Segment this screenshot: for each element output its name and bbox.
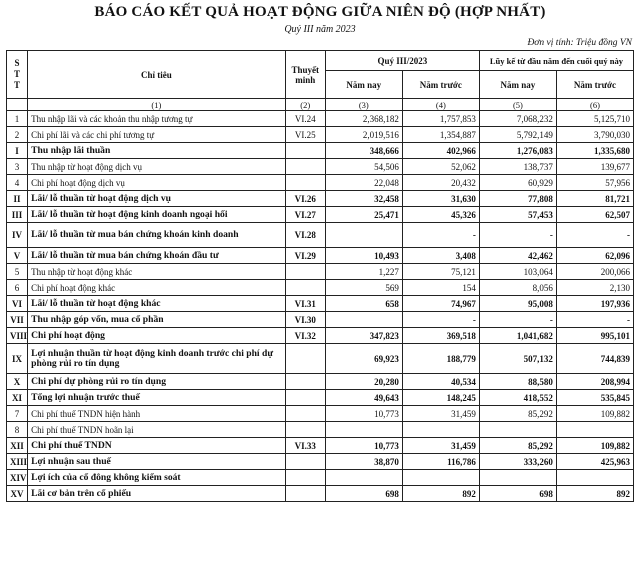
row-note: VI.25 xyxy=(285,127,325,143)
value-q3-this-year: 22,048 xyxy=(325,175,402,191)
row-note xyxy=(285,159,325,175)
header-q3: Quý III/2023 xyxy=(325,51,479,71)
row-note xyxy=(285,143,325,159)
value-ytd-this-year: 1,041,682 xyxy=(479,328,556,344)
report-period: Quý III năm 2023 xyxy=(284,24,356,35)
value-q3-this-year xyxy=(325,470,402,486)
row-note xyxy=(285,406,325,422)
value-ytd-prev-year: 62,096 xyxy=(556,248,633,264)
row-note: VI.28 xyxy=(285,223,325,248)
table-row xyxy=(7,422,634,438)
table-row xyxy=(7,223,634,248)
row-number: I xyxy=(7,143,28,159)
index-cell: (3) xyxy=(325,99,402,111)
value-q3-prev-year: 188,779 xyxy=(402,344,479,374)
value-q3-prev-year: 1,354,887 xyxy=(402,127,479,143)
row-note: VI.29 xyxy=(285,248,325,264)
value-q3-this-year: 10,773 xyxy=(325,438,402,454)
value-q3-this-year xyxy=(325,422,402,438)
income-statement-table xyxy=(6,50,634,502)
value-ytd-prev-year: 197,936 xyxy=(556,296,633,312)
row-label: Thu nhập từ hoạt động khác xyxy=(28,264,286,280)
value-q3-this-year xyxy=(325,312,402,328)
row-number: 2 xyxy=(7,127,28,143)
row-number: 3 xyxy=(7,159,28,175)
value-ytd-this-year xyxy=(479,470,556,486)
row-number: VIII xyxy=(7,328,28,344)
table-row xyxy=(7,159,634,175)
value-q3-prev-year: 45,326 xyxy=(402,207,479,223)
table-row xyxy=(7,374,634,390)
row-note xyxy=(285,264,325,280)
value-q3-prev-year: 40,534 xyxy=(402,374,479,390)
value-q3-prev-year: 892 xyxy=(402,486,479,502)
value-ytd-this-year: 85,292 xyxy=(479,438,556,454)
value-q3-this-year: 698 xyxy=(325,486,402,502)
value-q3-prev-year xyxy=(402,470,479,486)
value-q3-prev-year: 75,121 xyxy=(402,264,479,280)
value-q3-this-year: 32,458 xyxy=(325,191,402,207)
table-row xyxy=(7,296,634,312)
row-note: VI.33 xyxy=(285,438,325,454)
value-q3-prev-year: 74,967 xyxy=(402,296,479,312)
row-number: XIII xyxy=(7,454,28,470)
value-ytd-prev-year: 535,845 xyxy=(556,390,633,406)
row-note xyxy=(285,454,325,470)
value-ytd-this-year: 42,462 xyxy=(479,248,556,264)
currency-unit: Đơn vị tính: Triệu đồng VN xyxy=(527,38,632,48)
row-number: XII xyxy=(7,438,28,454)
row-label: Thu nhập từ hoạt động dịch vụ xyxy=(28,159,286,175)
value-ytd-this-year: 7,068,232 xyxy=(479,111,556,127)
row-number: III xyxy=(7,207,28,223)
value-q3-this-year: 1,227 xyxy=(325,264,402,280)
index-cell: (2) xyxy=(285,99,325,111)
value-ytd-this-year: 88,580 xyxy=(479,374,556,390)
value-ytd-prev-year: 109,882 xyxy=(556,438,633,454)
row-label: Thu nhập góp vốn, mua cổ phần xyxy=(28,312,286,328)
value-ytd-this-year: - xyxy=(479,312,556,328)
row-label: Lãi/ lỗ thuần từ mua bán chứng khoán kinh doanh xyxy=(28,223,286,248)
table-row xyxy=(7,344,634,374)
row-note xyxy=(285,486,325,502)
value-q3-prev-year: 31,459 xyxy=(402,438,479,454)
row-note: VI.24 xyxy=(285,111,325,127)
row-label: Thu nhập lãi và các khoản thu nhập tương tự xyxy=(28,111,286,127)
header-name: Chỉ tiêu xyxy=(28,51,286,99)
table-row xyxy=(7,328,634,344)
value-q3-prev-year: 402,966 xyxy=(402,143,479,159)
value-q3-this-year xyxy=(325,223,402,248)
row-note: VI.30 xyxy=(285,312,325,328)
value-q3-this-year: 10,493 xyxy=(325,248,402,264)
table-row xyxy=(7,175,634,191)
row-label: Lãi cơ bản trên cổ phiếu xyxy=(28,486,286,502)
value-ytd-prev-year: 425,963 xyxy=(556,454,633,470)
value-ytd-prev-year: 57,956 xyxy=(556,175,633,191)
index-cell xyxy=(7,99,28,111)
value-ytd-prev-year: 744,839 xyxy=(556,344,633,374)
row-number: XI xyxy=(7,390,28,406)
row-note xyxy=(285,374,325,390)
value-q3-prev-year: 52,062 xyxy=(402,159,479,175)
table-row xyxy=(7,248,634,264)
value-ytd-this-year: 77,808 xyxy=(479,191,556,207)
value-q3-this-year: 569 xyxy=(325,280,402,296)
row-number: 6 xyxy=(7,280,28,296)
header-ytd-prev-year: Năm trước xyxy=(556,71,633,99)
index-cell: (4) xyxy=(402,99,479,111)
table-row xyxy=(7,486,634,502)
row-number: 5 xyxy=(7,264,28,280)
value-ytd-this-year: 1,276,083 xyxy=(479,143,556,159)
header-stt: S T T xyxy=(7,51,28,99)
value-q3-this-year: 49,643 xyxy=(325,390,402,406)
value-ytd-prev-year: 139,677 xyxy=(556,159,633,175)
row-number: XIV xyxy=(7,470,28,486)
table-row xyxy=(7,438,634,454)
row-label: Chi phí hoạt động dịch vụ xyxy=(28,175,286,191)
table-row xyxy=(7,312,634,328)
value-ytd-this-year: 333,260 xyxy=(479,454,556,470)
table-row xyxy=(7,454,634,470)
value-ytd-prev-year: - xyxy=(556,223,633,248)
table-row xyxy=(7,207,634,223)
row-label: Chi phí thuế TNDN hoãn lại xyxy=(28,422,286,438)
index-cell: (6) xyxy=(556,99,633,111)
value-ytd-this-year: 57,453 xyxy=(479,207,556,223)
row-note xyxy=(285,280,325,296)
row-number: IV xyxy=(7,223,28,248)
value-ytd-prev-year xyxy=(556,470,633,486)
table-row xyxy=(7,406,634,422)
row-label: Chi phí lãi và các chi phí tương tự xyxy=(28,127,286,143)
header-q3-this-year: Năm nay xyxy=(325,71,402,99)
row-label: Lợi ích của cổ đông không kiểm soát xyxy=(28,470,286,486)
value-ytd-this-year: - xyxy=(479,223,556,248)
header-q3-prev-year: Năm trước xyxy=(402,71,479,99)
value-ytd-prev-year: - xyxy=(556,312,633,328)
value-q3-this-year: 348,666 xyxy=(325,143,402,159)
row-number: V xyxy=(7,248,28,264)
report-title: BÁO CÁO KẾT QUẢ HOẠT ĐỘNG GIỮA NIÊN ĐỘ (HỢP NHẤT) xyxy=(94,4,546,20)
table-row xyxy=(7,127,634,143)
row-note: VI.26 xyxy=(285,191,325,207)
value-ytd-prev-year: 200,066 xyxy=(556,264,633,280)
value-ytd-this-year: 95,008 xyxy=(479,296,556,312)
value-q3-this-year: 2,368,182 xyxy=(325,111,402,127)
row-label: Chi phí hoạt động xyxy=(28,328,286,344)
row-number: 1 xyxy=(7,111,28,127)
value-ytd-this-year: 418,552 xyxy=(479,390,556,406)
value-q3-prev-year: - xyxy=(402,312,479,328)
value-ytd-this-year: 85,292 xyxy=(479,406,556,422)
row-label: Chi phí hoạt động khác xyxy=(28,280,286,296)
value-ytd-prev-year: 892 xyxy=(556,486,633,502)
value-ytd-prev-year: 3,790,030 xyxy=(556,127,633,143)
row-label: Chi phí thuế TNDN xyxy=(28,438,286,454)
header-ytd: Lũy kế từ đầu năm đến cuối quý này xyxy=(479,51,633,71)
value-ytd-this-year: 5,792,149 xyxy=(479,127,556,143)
value-ytd-prev-year: 2,130 xyxy=(556,280,633,296)
table-row xyxy=(7,280,634,296)
row-number: XV xyxy=(7,486,28,502)
table-row xyxy=(7,111,634,127)
value-q3-this-year: 25,471 xyxy=(325,207,402,223)
value-ytd-prev-year: 208,994 xyxy=(556,374,633,390)
value-q3-this-year: 347,823 xyxy=(325,328,402,344)
value-ytd-this-year xyxy=(479,422,556,438)
row-label: Chi phí dự phòng rủi ro tín dụng xyxy=(28,374,286,390)
row-number: X xyxy=(7,374,28,390)
table-row xyxy=(7,390,634,406)
row-label: Lợi nhuận sau thuế xyxy=(28,454,286,470)
value-ytd-this-year: 698 xyxy=(479,486,556,502)
value-ytd-this-year: 60,929 xyxy=(479,175,556,191)
value-q3-this-year: 2,019,516 xyxy=(325,127,402,143)
value-q3-this-year: 658 xyxy=(325,296,402,312)
row-number: 4 xyxy=(7,175,28,191)
row-label: Tổng lợi nhuận trước thuế xyxy=(28,390,286,406)
value-q3-prev-year: 20,432 xyxy=(402,175,479,191)
value-q3-this-year: 54,506 xyxy=(325,159,402,175)
row-note: VI.31 xyxy=(285,296,325,312)
table-row xyxy=(7,264,634,280)
row-number: 7 xyxy=(7,406,28,422)
value-q3-prev-year: - xyxy=(402,223,479,248)
row-label: Lợi nhuận thuần từ hoạt động kinh doanh trước chi phí dự phòng rủi ro tín dụng xyxy=(28,344,286,374)
value-q3-prev-year: 31,630 xyxy=(402,191,479,207)
value-ytd-prev-year: 109,882 xyxy=(556,406,633,422)
value-q3-this-year: 38,870 xyxy=(325,454,402,470)
row-label: Lãi/ lỗ thuần từ hoạt động kinh doanh ngoại hối xyxy=(28,207,286,223)
table-row xyxy=(7,143,634,159)
header-ytd-this-year: Năm nay xyxy=(479,71,556,99)
value-q3-this-year: 10,773 xyxy=(325,406,402,422)
table-row xyxy=(7,470,634,486)
value-q3-prev-year: 3,408 xyxy=(402,248,479,264)
value-q3-prev-year: 369,518 xyxy=(402,328,479,344)
row-number: VI xyxy=(7,296,28,312)
row-note: VI.32 xyxy=(285,328,325,344)
value-ytd-this-year: 103,064 xyxy=(479,264,556,280)
value-ytd-prev-year: 995,101 xyxy=(556,328,633,344)
row-number: 8 xyxy=(7,422,28,438)
row-note xyxy=(285,390,325,406)
value-q3-prev-year: 1,757,853 xyxy=(402,111,479,127)
value-ytd-this-year: 8,056 xyxy=(479,280,556,296)
row-label: Lãi/ lỗ thuần từ hoạt động khác xyxy=(28,296,286,312)
row-number: VII xyxy=(7,312,28,328)
index-cell: (5) xyxy=(479,99,556,111)
index-row xyxy=(7,99,634,111)
value-ytd-prev-year: 62,507 xyxy=(556,207,633,223)
value-q3-prev-year: 154 xyxy=(402,280,479,296)
value-q3-prev-year: 116,786 xyxy=(402,454,479,470)
table-row xyxy=(7,191,634,207)
row-number: II xyxy=(7,191,28,207)
value-q3-prev-year xyxy=(402,422,479,438)
value-ytd-prev-year: 81,721 xyxy=(556,191,633,207)
value-q3-prev-year: 148,245 xyxy=(402,390,479,406)
header-note: Thuyết minh xyxy=(285,51,325,99)
row-label: Lãi/ lỗ thuần từ hoạt động dịch vụ xyxy=(28,191,286,207)
row-note xyxy=(285,344,325,374)
value-ytd-this-year: 507,132 xyxy=(479,344,556,374)
row-note xyxy=(285,470,325,486)
value-ytd-prev-year xyxy=(556,422,633,438)
value-q3-this-year: 20,280 xyxy=(325,374,402,390)
row-label: Chi phí thuế TNDN hiện hành xyxy=(28,406,286,422)
row-label: Thu nhập lãi thuần xyxy=(28,143,286,159)
row-number: IX xyxy=(7,344,28,374)
value-q3-this-year: 69,923 xyxy=(325,344,402,374)
value-ytd-prev-year: 5,125,710 xyxy=(556,111,633,127)
value-ytd-this-year: 138,737 xyxy=(479,159,556,175)
row-label: Lãi/ lỗ thuần từ mua bán chứng khoán đầu tư xyxy=(28,248,286,264)
value-q3-prev-year: 31,459 xyxy=(402,406,479,422)
index-cell: (1) xyxy=(28,99,286,111)
row-note: VI.27 xyxy=(285,207,325,223)
row-note xyxy=(285,422,325,438)
value-ytd-prev-year: 1,335,680 xyxy=(556,143,633,159)
row-note xyxy=(285,175,325,191)
